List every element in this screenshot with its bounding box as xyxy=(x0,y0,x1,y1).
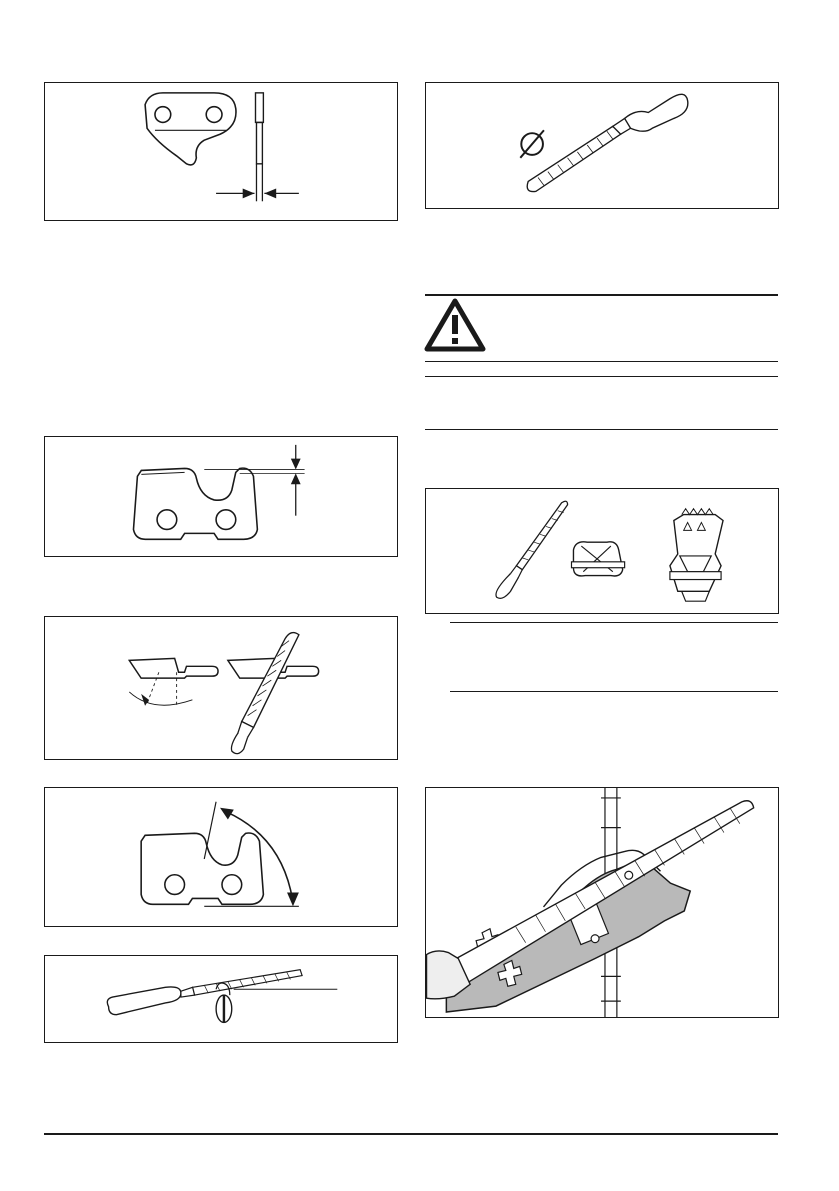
footer-rule xyxy=(44,1133,778,1135)
round-file-icon xyxy=(426,83,778,208)
warning-bottom-rule xyxy=(425,361,778,362)
figure-depth-gauge-setting xyxy=(44,436,398,557)
file-angle-icon xyxy=(45,617,397,759)
note-bottom-rule xyxy=(450,691,778,692)
figure-filing-angle xyxy=(44,616,398,760)
file-guide-icon xyxy=(426,788,778,1017)
figure-sharpening-tools xyxy=(425,488,779,614)
drive-link-thickness-icon xyxy=(45,83,397,220)
cutter-depth-gauge-icon xyxy=(45,437,397,556)
figure-file-holder-side xyxy=(44,955,398,1043)
warning-top-rule xyxy=(425,294,778,296)
warning-triangle-icon xyxy=(424,298,486,352)
figure-top-plate-angle xyxy=(44,787,398,927)
notice-bottom-rule xyxy=(425,429,778,430)
figure-drive-link-gauge xyxy=(44,82,398,221)
sharpening-kit-icon xyxy=(426,489,778,613)
note-top-rule xyxy=(450,622,778,623)
file-holder-icon xyxy=(45,956,397,1042)
notice-top-rule xyxy=(425,376,778,377)
figure-file-diameter xyxy=(425,82,779,209)
figure-file-guide-on-chain xyxy=(425,787,779,1018)
top-plate-angle-icon xyxy=(45,788,397,926)
